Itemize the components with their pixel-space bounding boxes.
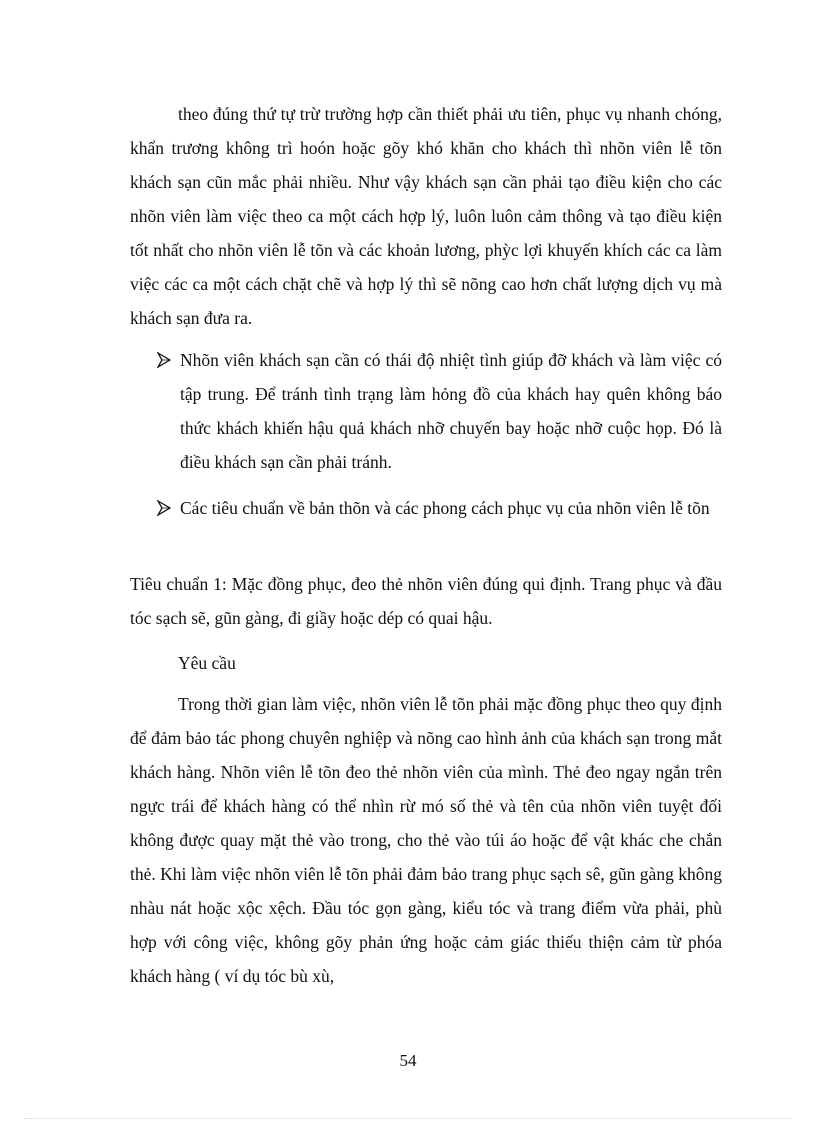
paragraph-text: Trong thời gian làm việc, nhõn viên lễ tõn phải mặc đồng phục theo quy định để đảm bảo tác phong chuyên nghiệp và nõng cao hình ảnh của khách sạn trong mắt khách hàng. Nhõn viên lễ tõn đeo thẻ nhõn viên của mình. Thẻ đeo ngay ngắn trên ngực trái để khách hàng có thể nhìn rừ mó số thẻ và tên của nhõn viên tuyệt đối không được quay mặt thẻ vào trong, cho thẻ vào túi áo hoặc để vật khác che chắn thẻ. Khi làm việc nhõn viên lễ tõn phải đảm bảo trang phục sạch sê, gũn gàng không nhàu nát hoặc xộc xệch. Đầu tóc gọn gàng, kiểu tóc và trang điểm vừa phải, phù hợp với công việc, không gõy phản ứng hoặc cảm giác thiếu thiện cảm từ phóa khách hàng ( ví dụ tóc bù xù, — [130, 694, 722, 986]
standard-1-paragraph — [130, 567, 722, 635]
bullet-item-standards — [180, 491, 722, 525]
page-bottom-divider — [24, 1118, 792, 1119]
bullet-item-attitude — [180, 343, 722, 479]
heading-text: Yêu cầu — [178, 653, 236, 673]
bullet-text: Nhõn viên khách sạn cần có thái độ nhiệt tình giúp đỡ khách và làm việc có tập trung. Để tránh tình trạng làm hỏng đồ của khách hay quên không báo thức khách khiến hậu quả khách nhỡ chuyến bay hoặc nhỡ cuộc họp. Đó là điều khách sạn cần phải tránh. — [180, 350, 722, 472]
paragraph-text: theo đúng thứ tự trừ trường hợp cần thiết phải ưu tiên, phục vụ nhanh chóng, khẩn trương không trì hoón hoặc gõy khó khăn cho khách thì nhõn viên lễ tõn khách sạn cũn mắc phải nhiều. Như vậy khách sạn cần phải tạo điều kiện cho các nhõn viên làm việc theo ca một cách hợp lý, luôn luôn cảm thông và tạo điều kiện tốt nhất cho nhõn viên lễ tõn và các khoản lương, phỳc lợi khuyến khích các ca làm việc các ca một cách chặt chẽ và hợp lý thì sẽ nõng cao hơn chất lượng dịch vụ mà khách sạn đưa ra. — [130, 104, 722, 328]
arrowhead-bullet-icon — [154, 491, 174, 525]
bullet-text: Các tiêu chuẩn về bản thõn và các phong cách phục vụ của nhõn viên lễ tõn — [180, 498, 710, 518]
paragraph-text: Tiêu chuẩn 1: Mặc đồng phục, đeo thẻ nhõn viên đúng qui định. Trang phục và đầu tóc sạch sẽ, gũn gàng, đi giầy hoặc dép có quai hậu. — [130, 574, 722, 628]
arrowhead-bullet-icon — [154, 343, 174, 377]
requirements-paragraph — [130, 687, 722, 993]
page-number: 54 — [399, 1051, 417, 1070]
requirements-heading — [178, 646, 678, 680]
paragraph-continuation — [130, 97, 722, 335]
